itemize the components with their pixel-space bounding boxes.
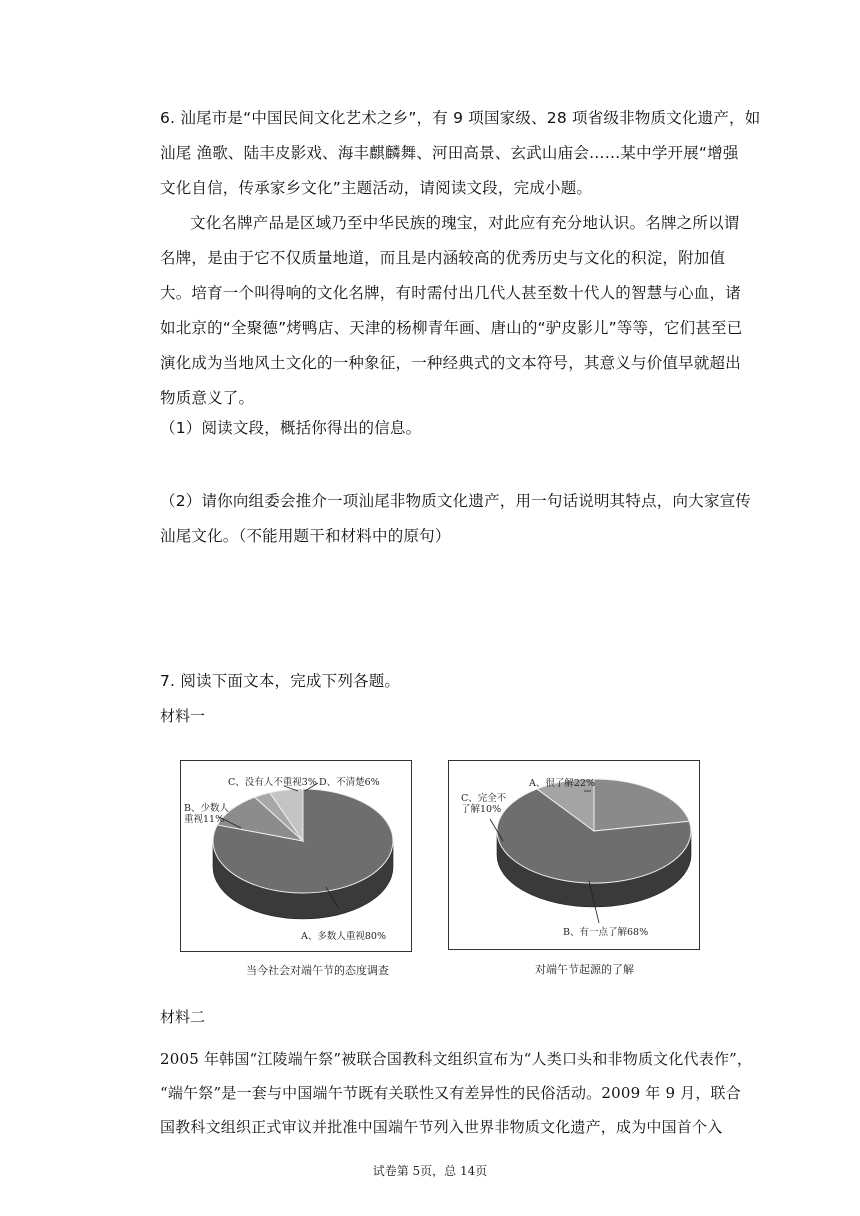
pie-chart-2-title: 对端午节起源的了解 [535,963,634,976]
passage-line-4: 如北京的“全聚德”烤鸭店、天津的杨柳青年画、唐山的“驴皮影儿”等等，它们甚至已 [160,319,743,337]
pie2-label-2-0: C、完全不 [461,793,507,804]
pie2-label-2-1: 了解10% [461,804,502,815]
passage-line-3: 大。培育一个叫得响的文化名牌，有时需付出几代人甚至数十代人的智慧与心血，诸 [160,284,741,302]
material-1-label: 材料一 [160,707,206,725]
material-2-line-3: 国教科文组织正式审议并批准中国端午节列入世界非物质文化遗产，成为中国首个入 [160,1118,723,1136]
material-2-line-2: “端午祭”是一套与中国端午节既有关联性又有差异性的民俗活动。2009 年 9 月，联合 [160,1084,741,1102]
pie-chart-2 [449,761,699,949]
pie2-label-1: B、有一点了解68% [563,927,649,938]
pie-chart-1-title: 当今社会对端午节的态度调查 [246,964,389,977]
pie-chart-1 [181,761,411,951]
pie1-label-2: C、没有人不重视3% [228,777,317,788]
passage-line-1: 文化名牌产品是区域乃至中华民族的瑰宝，对此应有充分地认识。名牌之所以谓 [190,214,740,232]
q7-intro: 7. 阅读下面文本，完成下列各题。 [160,672,401,690]
sub-question-2-line-1: （2）请你向组委会推介一项汕尾非物质文化遗产，用一句话说明其特点，向大家宣传 [160,492,751,510]
q6-line-1: 6. 汕尾市是“中国民间文化艺术之乡”，有 9 项国家级、28 项省级非物质文化遗产，如 [160,109,761,127]
material-2-label: 材料二 [160,1008,206,1026]
pie1-label-1-1: 重视11% [184,814,225,825]
q6-line-2: 汕尾 渔歌、陆丰皮影戏、海丰麒麟舞、河田高景、玄武山庙会……某中学开展“增强 [160,144,739,162]
sub-question-2-line-2: 汕尾文化。（不能用题干和材料中的原句） [160,527,451,545]
pie2-label-0: A、很了解22% [529,778,595,789]
page-footer: 试卷第 5页，总 14页 [372,1164,488,1178]
pie-chart-1-frame [180,760,412,952]
sub-question-1: （1）阅读文段，概括你得出的信息。 [160,419,422,437]
pie1-label-1-0: B、少数人 [184,803,229,814]
pie1-label-3: D、不清楚6% [319,777,380,788]
passage-line-2: 名牌，是由于它不仅质量地道，而且是内涵较高的优秀历史与文化的积淀，附加值 [160,249,726,267]
pie-chart-2-frame [448,760,700,950]
q6-line-3: 文化自信，传承家乡文化”主题活动，请阅读文段，完成小题。 [160,179,593,197]
material-2-line-1: 2005 年韩国“江陵端午祭”被联合国教科文组织宣布为“人类口头和非物质文化代表作”， [160,1050,753,1068]
passage-line-5: 演化成为当地风土文化的一种象征，一种经典式的文本符号，其意义与价值早就超出 [160,354,741,372]
pie1-label-0: A、多数人重视80% [301,931,386,942]
passage-line-6: 物质意义了。 [160,389,255,407]
